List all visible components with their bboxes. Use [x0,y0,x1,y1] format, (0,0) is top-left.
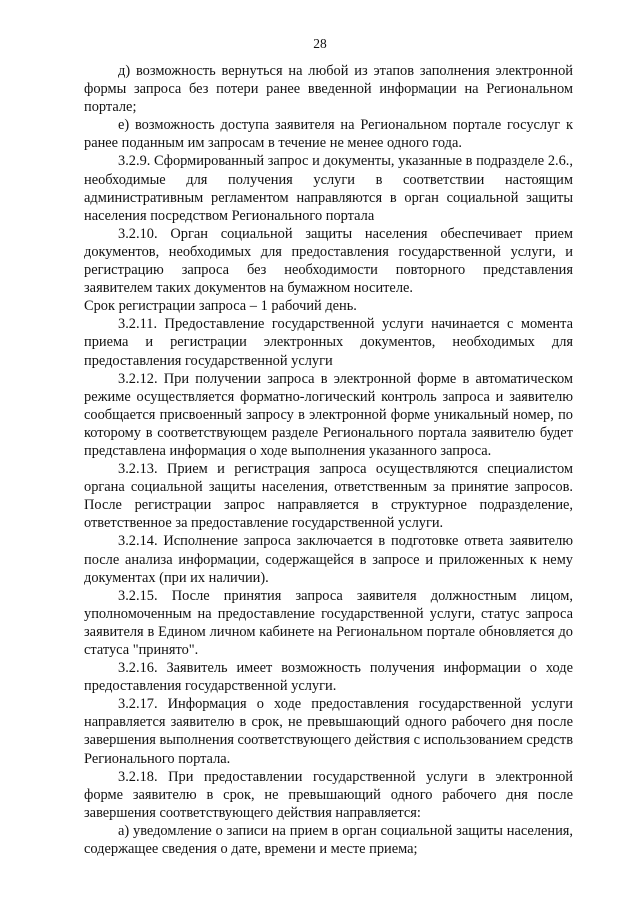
paragraph: 3.2.17. Информация о ходе предоставления государственной услуги направляется заявителю в срок, не превышающий одного рабочего дня после завершения выполнения соответствующего действия с использованием средств Регионального портала. [84,696,573,767]
paragraph: а) уведомление о записи на прием в орган социальной защиты населения, содержащее сведения о дате, времени и месте приема; [84,822,573,858]
page-number: 28 [313,36,327,51]
paragraph: 3.2.9. Сформированный запрос и документы, указанные в подразделе 2.6., необходимые для получения услуги в соответствии настоящим административным регламентом направляются в орган социальной защиты населения посредством Регионального портала [84,153,573,224]
paragraph: 3.2.12. При получении запроса в электронной форме в автоматическом режиме осуществляется форматно-логический контроль запроса и заявителю сообщается присвоенный запросу в электронной форме уникальный номер, по которому в соответствующем разделе Регионального портала заявителю будет представлена информация о ходе выполнения указанного запроса. [84,370,573,459]
paragraph: 3.2.18. При предоставлении государственной услуги в электронной форме заявителю в срок, не превышающий одного рабочего дня после завершения соответствующего действия направляется: [84,768,573,821]
paragraph: 3.2.14. Исполнение запроса заключается в подготовке ответа заявителю после анализа информации, содержащейся в запросе и приложенных к нему документах (при их наличии). [84,533,573,586]
document-body [84,62,573,858]
paragraph: 3.2.16. Заявитель имеет возможность получения информации о ходе предоставления государственной услуги. [84,660,573,695]
paragraph: е) возможность доступа заявителя на Региональном портале госуслуг к ранее поданным им запросам в течение не менее одного года. [84,117,573,152]
paragraph: 3.2.13. Прием и регистрация запроса осуществляются специалистом органа социальной защиты населения, ответственным за принятие запросов. После регистрации запрос направляется в структурное подразделение, ответственное за предоставление государственной услуги. [84,461,573,532]
paragraph: 3.2.15. После принятия запроса заявителя должностным лицом, уполномоченным на предоставление государственной услуги, статус запроса заявителя в Едином личном кабинете на Региональном портале обновляется до статуса "принято". [84,587,573,658]
paragraph: Срок регистрации запроса – 1 рабочий день. [84,298,357,315]
paragraph: 3.2.10. Орган социальной защиты населения обеспечивает прием документов, необходимых для предоставления государственной услуги, и регистрацию запроса без необходимости повторного представления заявителем таких документов на бумажном носителе. [84,225,573,297]
paragraph: 3.2.11. Предоставление государственной услуги начинается с момента приема и регистрации электронных документов, необходимых для предоставления государственной услуги [84,316,573,369]
paragraph: д) возможность вернуться на любой из этапов заполнения электронной формы запроса без потери ранее введенной информации на Региональном портале; [84,63,573,116]
